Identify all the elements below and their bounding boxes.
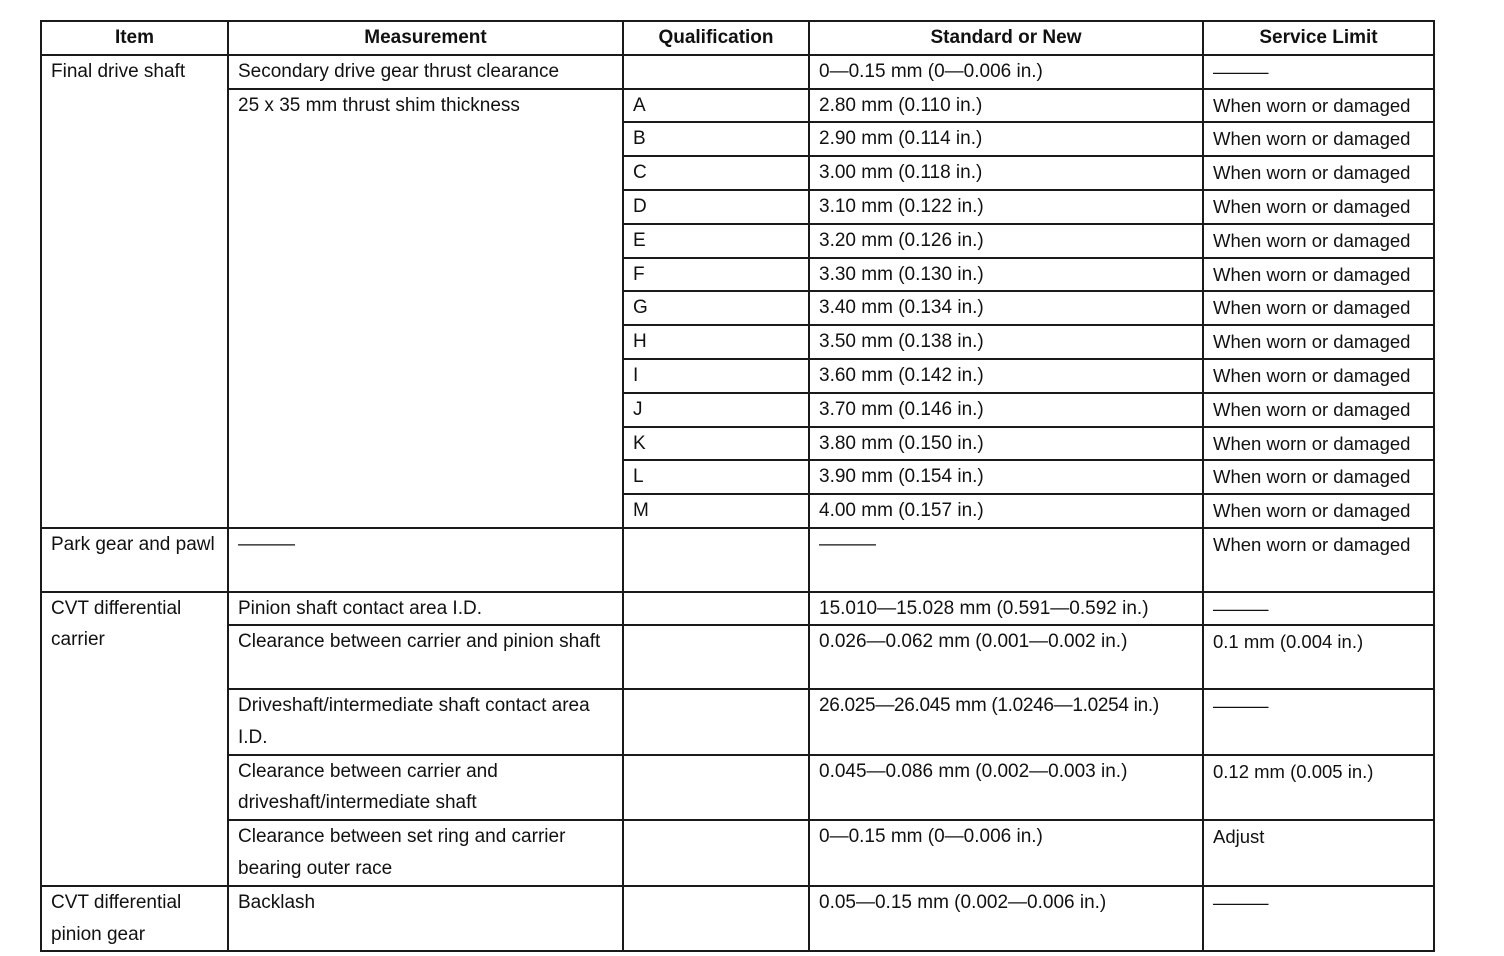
standard-cell: 0.05—0.15 mm (0.002—0.006 in.) <box>809 886 1203 952</box>
specification-table <box>40 20 1435 952</box>
qualification-cell <box>623 55 809 89</box>
qualification-cell: G <box>623 291 809 325</box>
header-item: Item <box>41 21 228 55</box>
limit-cell: When worn or damaged <box>1203 258 1434 292</box>
standard-cell: 15.010—15.028 mm (0.591—0.592 in.) <box>809 592 1203 626</box>
qualification-cell: C <box>623 156 809 190</box>
measurement-cell: 25 x 35 mm thrust shim thickness <box>228 89 623 528</box>
measurement-cell: ——— <box>228 528 623 592</box>
limit-cell: 0.1 mm (0.004 in.) <box>1203 625 1434 689</box>
item-park-gear: Park gear and pawl <box>41 528 228 592</box>
item-final-drive-shaft: Final drive shaft <box>41 55 228 528</box>
standard-cell: 3.90 mm (0.154 in.) <box>809 460 1203 494</box>
standard-cell: 0.045—0.086 mm (0.002—0.003 in.) <box>809 755 1203 821</box>
limit-cell: When worn or damaged <box>1203 190 1434 224</box>
limit-cell: ——— <box>1203 886 1434 952</box>
table-row <box>41 689 1434 755</box>
limit-cell: ——— <box>1203 55 1434 89</box>
limit-cell: When worn or damaged <box>1203 393 1434 427</box>
limit-cell: When worn or damaged <box>1203 460 1434 494</box>
standard-cell: 3.00 mm (0.118 in.) <box>809 156 1203 190</box>
standard-cell: 3.10 mm (0.122 in.) <box>809 190 1203 224</box>
qualification-cell <box>623 592 809 626</box>
standard-cell: 3.40 mm (0.134 in.) <box>809 291 1203 325</box>
limit-cell: When worn or damaged <box>1203 291 1434 325</box>
qualification-cell <box>623 886 809 952</box>
table-row <box>41 625 1434 689</box>
qualification-cell <box>623 689 809 755</box>
limit-cell: When worn or damaged <box>1203 325 1434 359</box>
qualification-cell: I <box>623 359 809 393</box>
qualification-cell <box>623 528 809 592</box>
limit-cell: When worn or damaged <box>1203 427 1434 461</box>
header-measurement: Measurement <box>228 21 623 55</box>
header-qualification: Qualification <box>623 21 809 55</box>
qualification-cell: K <box>623 427 809 461</box>
standard-cell: 26.025—26.045 mm (1.0246—1.0254 in.) <box>809 689 1203 755</box>
table-row <box>41 592 1434 626</box>
standard-cell: 3.30 mm (0.130 in.) <box>809 258 1203 292</box>
limit-cell: ——— <box>1203 689 1434 755</box>
table-row <box>41 528 1434 592</box>
limit-cell: When worn or damaged <box>1203 122 1434 156</box>
standard-cell: 3.80 mm (0.150 in.) <box>809 427 1203 461</box>
measurement-cell: Driveshaft/intermediate shaft contact area I.D. <box>228 689 623 755</box>
standard-cell: 2.90 mm (0.114 in.) <box>809 122 1203 156</box>
qualification-cell <box>623 820 809 886</box>
standard-cell: 3.60 mm (0.142 in.) <box>809 359 1203 393</box>
qualification-cell: D <box>623 190 809 224</box>
qualification-cell: H <box>623 325 809 359</box>
qualification-cell: M <box>623 494 809 528</box>
standard-cell: 4.00 mm (0.157 in.) <box>809 494 1203 528</box>
limit-cell: ——— <box>1203 592 1434 626</box>
standard-cell: ——— <box>809 528 1203 592</box>
table-row <box>41 755 1434 821</box>
table-row <box>41 820 1434 886</box>
qualification-cell: L <box>623 460 809 494</box>
limit-cell: When worn or damaged <box>1203 89 1434 123</box>
limit-cell: When worn or damaged <box>1203 359 1434 393</box>
standard-cell: 3.50 mm (0.138 in.) <box>809 325 1203 359</box>
limit-cell: When worn or damaged <box>1203 156 1434 190</box>
table-row <box>41 55 1434 89</box>
standard-cell: 0—0.15 mm (0—0.006 in.) <box>809 55 1203 89</box>
table-row <box>41 89 1434 123</box>
header-service-limit: Service Limit <box>1203 21 1434 55</box>
standard-cell: 3.20 mm (0.126 in.) <box>809 224 1203 258</box>
standard-cell: 3.70 mm (0.146 in.) <box>809 393 1203 427</box>
qualification-cell: A <box>623 89 809 123</box>
qualification-cell: E <box>623 224 809 258</box>
measurement-cell: Pinion shaft contact area I.D. <box>228 592 623 626</box>
header-standard: Standard or New <box>809 21 1203 55</box>
table-row <box>41 886 1434 952</box>
measurement-cell: Backlash <box>228 886 623 952</box>
measurement-cell: Clearance between carrier and driveshaft/intermediate shaft <box>228 755 623 821</box>
qualification-cell <box>623 755 809 821</box>
measurement-cell: Clearance between carrier and pinion shaft <box>228 625 623 689</box>
limit-cell: When worn or damaged <box>1203 528 1434 592</box>
standard-cell: 2.80 mm (0.110 in.) <box>809 89 1203 123</box>
limit-cell: When worn or damaged <box>1203 224 1434 258</box>
qualification-cell <box>623 625 809 689</box>
header-row <box>41 21 1434 55</box>
standard-cell: 0—0.15 mm (0—0.006 in.) <box>809 820 1203 886</box>
item-cvt-differential-pinion-gear: CVT differential pinion gear <box>41 886 228 952</box>
qualification-cell: J <box>623 393 809 427</box>
measurement-cell: Secondary drive gear thrust clearance <box>228 55 623 89</box>
limit-cell: 0.12 mm (0.005 in.) <box>1203 755 1434 821</box>
qualification-cell: F <box>623 258 809 292</box>
measurement-cell: Clearance between set ring and carrier bearing outer race <box>228 820 623 886</box>
item-cvt-differential-carrier: CVT differential carrier <box>41 592 228 886</box>
limit-cell: Adjust <box>1203 820 1434 886</box>
standard-cell: 0.026—0.062 mm (0.001—0.002 in.) <box>809 625 1203 689</box>
qualification-cell: B <box>623 122 809 156</box>
limit-cell: When worn or damaged <box>1203 494 1434 528</box>
